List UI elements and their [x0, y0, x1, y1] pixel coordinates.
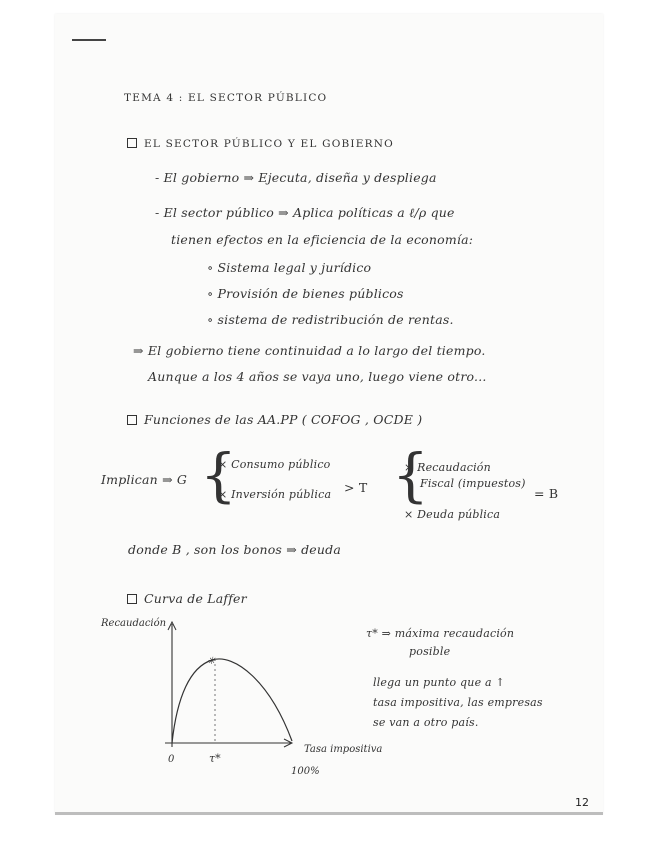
sector-publico-line: - El sector público ⇒ Aplica políticas a ℓ/ρ que: [155, 205, 455, 220]
top-margin-mark: [72, 39, 106, 41]
checkbox-icon: [127, 594, 137, 604]
y-axis-label: Recaudación: [101, 618, 167, 629]
max-point-star-icon: ✳: [207, 656, 216, 667]
bullet-text: Sistema legal y jurídico: [217, 260, 372, 275]
x-max-label: 100%: [291, 766, 320, 777]
laffer-note: tasa impositiva, las empresas: [373, 696, 543, 709]
bullet-text: sistema de redistribución de rentas.: [217, 312, 454, 327]
section-heading-funciones: [127, 412, 422, 427]
left-brace-t: {: [392, 441, 429, 509]
g-item-consumo: × Consumo público: [218, 458, 331, 471]
continuidad-note: ⇒ El gobierno tiene continuidad a lo largo del tiempo.: [133, 343, 486, 358]
bullet-item: ∘ sistema de redistribución de rentas.: [207, 312, 454, 327]
section-heading-text: EL SECTOR PÚBLICO Y EL GOBIERNO: [144, 138, 394, 150]
implican-label: Implican ⇒ G: [101, 472, 188, 487]
section-heading-text: Curva de Laffer: [144, 591, 247, 606]
donde-line: donde B , son los bonos ⇒ deuda: [128, 542, 341, 557]
efectos-line: tienen efectos en la eficiencia de la economía:: [171, 232, 474, 247]
left-brace-g: {: [200, 441, 237, 509]
x-origin-label: 0: [168, 754, 175, 765]
laffer-note: se van a otro país.: [373, 716, 479, 729]
bullet-text: Provisión de bienes públicos: [217, 286, 404, 301]
t-item-recaudacion: × Recaudación: [404, 461, 491, 474]
page-title: TEMA 4 : EL SECTOR PÚBLICO: [124, 92, 328, 104]
gobierno-line: - El gobierno ⇒ Ejecuta, diseña y despliega: [155, 170, 437, 185]
section-heading-sector-publico: [127, 138, 394, 150]
greater-than-t: > T: [344, 480, 368, 495]
t-item-deuda: × Deuda pública: [404, 508, 501, 521]
laffer-curve: [172, 659, 292, 743]
checkbox-icon: [127, 138, 137, 148]
equals-b: = B: [534, 486, 559, 501]
section-heading-text: Funciones de las AA.PP ( COFOG , OCDE ): [144, 412, 423, 427]
bullet-item: ∘ Provisión de bienes públicos: [207, 286, 404, 301]
g-item-inversion: × Inversión pública: [218, 488, 332, 501]
bullet-item: ∘ Sistema legal y jurídico: [207, 260, 372, 275]
aunque-note: Aunque a los 4 años se vaya uno, luego viene otro...: [148, 369, 487, 384]
tau-definition: τ* ⇒ máxima recaudación: [366, 627, 515, 640]
tau-definition-cont: posible: [409, 645, 451, 658]
checkbox-icon: [127, 415, 137, 425]
laffer-curve-chart: [95, 612, 385, 782]
page-number: 12: [575, 796, 589, 809]
tau-star-label: τ*: [209, 752, 221, 765]
page-bottom-edge: [55, 812, 603, 815]
section-heading-laffer: [127, 591, 247, 606]
x-axis-label: Tasa impositiva: [304, 744, 383, 755]
t-item-fiscal: Fiscal (impuestos): [420, 477, 526, 490]
laffer-note: llega un punto que a ↑: [373, 676, 505, 689]
